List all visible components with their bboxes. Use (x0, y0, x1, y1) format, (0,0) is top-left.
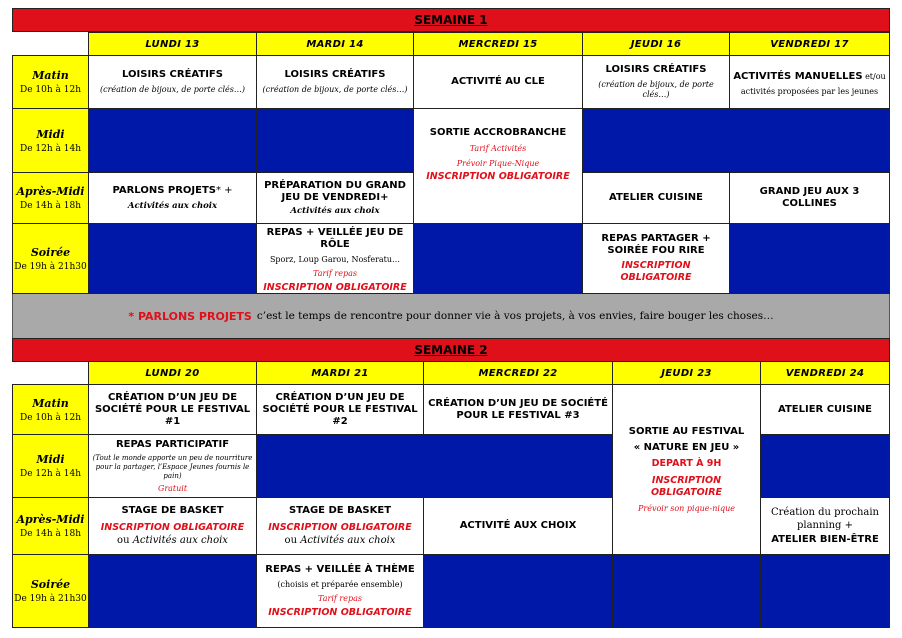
week2-mon-afternoon (88, 497, 257, 555)
activity-title: ACTIVITÉ AU CLE (451, 76, 545, 87)
week1-mon-afternoon (88, 172, 257, 224)
activity-title: SORTIE AU FESTIVAL (628, 425, 745, 437)
activity-title: PRÉPARATION DU GRAND JEU DE VENDREDI+ (264, 179, 406, 203)
activity-title: ACTIVITÉS MANUELLES (733, 71, 863, 82)
week2-fri-evening-empty (760, 554, 890, 628)
slot-time: De 14h à 18h (20, 201, 81, 211)
week1-title: SEMAINE 1 (12, 8, 890, 32)
slot-name: Matin (32, 396, 69, 410)
activity-title: STAGE DE BASKET (121, 505, 224, 516)
week2-wed-noon-empty (423, 434, 613, 498)
slot-time: De 14h à 18h (20, 529, 81, 539)
week2-mon-evening-empty (88, 554, 257, 628)
activity-inscription: INSCRIPTION OBLIGATOIRE (100, 522, 245, 533)
week2-slot-matin (12, 384, 89, 435)
activity-sub: (Tout le monde apporte un peu de nourriture pour la partager, l’Espace Jeunes fournis le pain) (92, 453, 253, 480)
activity-title: PARLONS PROJETS (112, 184, 216, 196)
slot-time: De 12h à 14h (20, 143, 81, 154)
slot-time: De 10h à 12h (20, 412, 81, 423)
activity-sub: (création de bijoux, de porte clés…) (262, 85, 408, 94)
activity-alt: Activités aux choix (132, 535, 228, 546)
slot-name: Après-Midi (16, 185, 85, 198)
activity-prevoir: Prévoir Pique-Nique (456, 159, 540, 168)
slot-name: Midi (36, 453, 65, 466)
slot-time: De 19h à 21h30 (14, 261, 87, 272)
week2-title: SEMAINE 2 (12, 338, 890, 362)
activity-sub: activités proposées par les jeunes (740, 87, 879, 96)
activity-inscription: INSCRIPTION OBLIGATOIRE (268, 606, 412, 618)
week2-slot-apres-midi (12, 497, 89, 555)
activity-prevoir: Prévoir son pique-nique (638, 503, 735, 513)
week1-tue-noon-empty (256, 108, 414, 173)
week1-day-thu: JEUDI 16 (582, 32, 730, 56)
week1-fri-evening-empty (729, 223, 890, 294)
activity-title: ATELIER BIEN-ÊTRE (771, 534, 879, 545)
week1-day-wed: MERCREDI 15 (413, 32, 583, 56)
week1-wed-morning (413, 55, 583, 109)
week2-slot-soiree (12, 554, 89, 628)
week2-slot-midi (12, 434, 89, 498)
week1-thu-evening (582, 223, 730, 294)
week1-tue-afternoon (256, 172, 414, 224)
week2-fri-afternoon (760, 497, 890, 555)
activity-inscription: INSCRIPTION OBLIGATOIRE (268, 522, 412, 533)
activity-title: SORTIE ACCROBRANCHE (429, 127, 567, 138)
week1-wed-noon-afternoon (413, 108, 583, 224)
week1-fri-noon-empty (729, 108, 890, 173)
activity-gratuit: Gratuit (157, 483, 188, 493)
slot-name: Après-Midi (16, 513, 85, 526)
week2-fri-morning (760, 384, 890, 435)
activity-title: CRÉATION D’UN JEU DE SOCIÉTÉ POUR LE FESTIVAL #3 (428, 397, 608, 421)
week1-fri-afternoon (729, 172, 890, 224)
week2-tue-morning (256, 384, 424, 435)
activity-inscription: INSCRIPTION OBLIGATOIRE (620, 260, 692, 283)
week2-day-tue: MARDI 21 (256, 361, 424, 385)
week2-day-fri: VENDREDI 24 (760, 361, 890, 385)
activity-title: LOISIRS CRÉATIFS (605, 64, 707, 75)
activity-title: ACTIVITÉ AUX CHOIX (459, 520, 577, 531)
week2-tue-noon-empty (256, 434, 424, 498)
activity-sub: Activités aux choix (290, 205, 380, 216)
week1-fri-morning (729, 55, 890, 109)
week1-slot-soiree (12, 223, 89, 294)
activity-inscription: INSCRIPTION OBLIGATOIRE (650, 474, 723, 498)
week2-fri-noon-empty (760, 434, 890, 498)
activity-sub: Sporz, Loup Garou, Nosferatu… (269, 255, 401, 264)
activity-depart: DEPART À 9H (651, 457, 722, 469)
activity-title: REPAS PARTAGER + SOIRÉE FOU RIRE (601, 233, 711, 256)
activity-star: * + (215, 184, 233, 196)
activity-title: STAGE DE BASKET (288, 505, 392, 516)
week1-slot-matin (12, 55, 89, 109)
slot-name: Soirée (30, 245, 71, 259)
activity-title: CRÉATION D’UN JEU DE SOCIÉTÉ POUR LE FESTIVAL #1 (94, 391, 251, 427)
activity-tarif: Tarif Activités (469, 144, 527, 153)
slot-name: Matin (32, 69, 69, 82)
activity-title: LOISIRS CRÉATIFS (122, 69, 223, 80)
activity-line1: Création du prochain (770, 507, 880, 518)
slot-name: Midi (36, 127, 65, 141)
week1-thu-afternoon (582, 172, 730, 224)
slot-name: Soirée (30, 578, 71, 591)
week1-mon-noon-empty (88, 108, 257, 173)
activity-title: ATELIER CUISINE (777, 403, 873, 415)
week1-day-mon: LUNDI 13 (88, 32, 257, 56)
activity-inscription: INSCRIPTION OBLIGATOIRE (263, 282, 407, 293)
week2-wed-morning (423, 384, 613, 435)
slot-time: De 19h à 21h30 (14, 594, 87, 604)
week1-thu-noon-empty (582, 108, 730, 173)
activity-tarif: Tarif repas (318, 593, 362, 603)
banner-text: c’est le temps de rencontre pour donner vie à vos projets, à vos envies, faire bouger les choses… (256, 310, 774, 322)
week1-day-tue: MARDI 14 (256, 32, 414, 56)
week2-wed-afternoon (423, 497, 613, 555)
week1-slot-midi (12, 108, 89, 173)
activity-title: REPAS + VEILLÉE À THÈME (265, 563, 415, 575)
activity-line2: planning + (796, 520, 854, 531)
week1-day-fri: VENDREDI 17 (729, 32, 890, 56)
activity-ou: ou (284, 535, 301, 546)
activity-title-suffix: et/ou (862, 72, 886, 81)
week2-mon-noon (88, 434, 257, 498)
activity-subtitle: « NATURE EN JEU » (633, 441, 740, 453)
week2-day-mon: LUNDI 20 (88, 361, 257, 385)
week1-mon-morning (88, 55, 257, 109)
activity-title: CRÉATION D’UN JEU DE SOCIÉTÉ POUR LE FESTIVAL #2 (262, 391, 418, 427)
activity-ou: ou (117, 535, 133, 546)
slot-time: De 12h à 14h (20, 469, 81, 479)
activity-sub: (création de bijoux, de porte clés…) (598, 80, 714, 99)
week2-tue-afternoon (256, 497, 424, 555)
parlons-projets-banner (12, 294, 890, 338)
activity-sub: (choisis et préparée ensemble) (277, 579, 403, 589)
week2-thu-fullday (612, 384, 761, 555)
week1-thu-morning (582, 55, 730, 109)
week1-tue-morning (256, 55, 414, 109)
week2-day-thu: JEUDI 23 (612, 361, 761, 385)
week1-slot-apres-midi (12, 172, 89, 224)
activity-title: REPAS + VEILLÉE JEU DE RÔLE (266, 227, 404, 250)
activity-sub: Activités aux choix (127, 200, 218, 211)
week2-day-wed: MERCREDI 22 (423, 361, 613, 385)
activity-inscription: INSCRIPTION OBLIGATOIRE (426, 171, 570, 182)
banner-title: * PARLONS PROJETS (128, 309, 252, 323)
week2-thu-evening-empty (612, 554, 761, 628)
week2-tue-evening (256, 554, 424, 628)
activity-title: GRAND JEU AUX 3 COLLINES (759, 186, 860, 209)
activity-tarif: Tarif repas (313, 269, 357, 278)
week1-wed-evening-empty (413, 223, 583, 294)
activity-title: LOISIRS CRÉATIFS (284, 69, 386, 80)
week1-tue-evening (256, 223, 414, 294)
activity-title: ATELIER CUISINE (608, 192, 704, 203)
week2-wed-evening-empty (423, 554, 613, 628)
activity-title: REPAS PARTICIPATIF (115, 438, 230, 450)
week1-mon-evening-empty (88, 223, 257, 294)
activity-alt: Activités aux choix (300, 535, 396, 546)
activity-sub: (création de bijoux, de porte clés…) (100, 85, 245, 94)
slot-time: De 10h à 12h (20, 85, 81, 95)
week2-mon-morning (88, 384, 257, 435)
